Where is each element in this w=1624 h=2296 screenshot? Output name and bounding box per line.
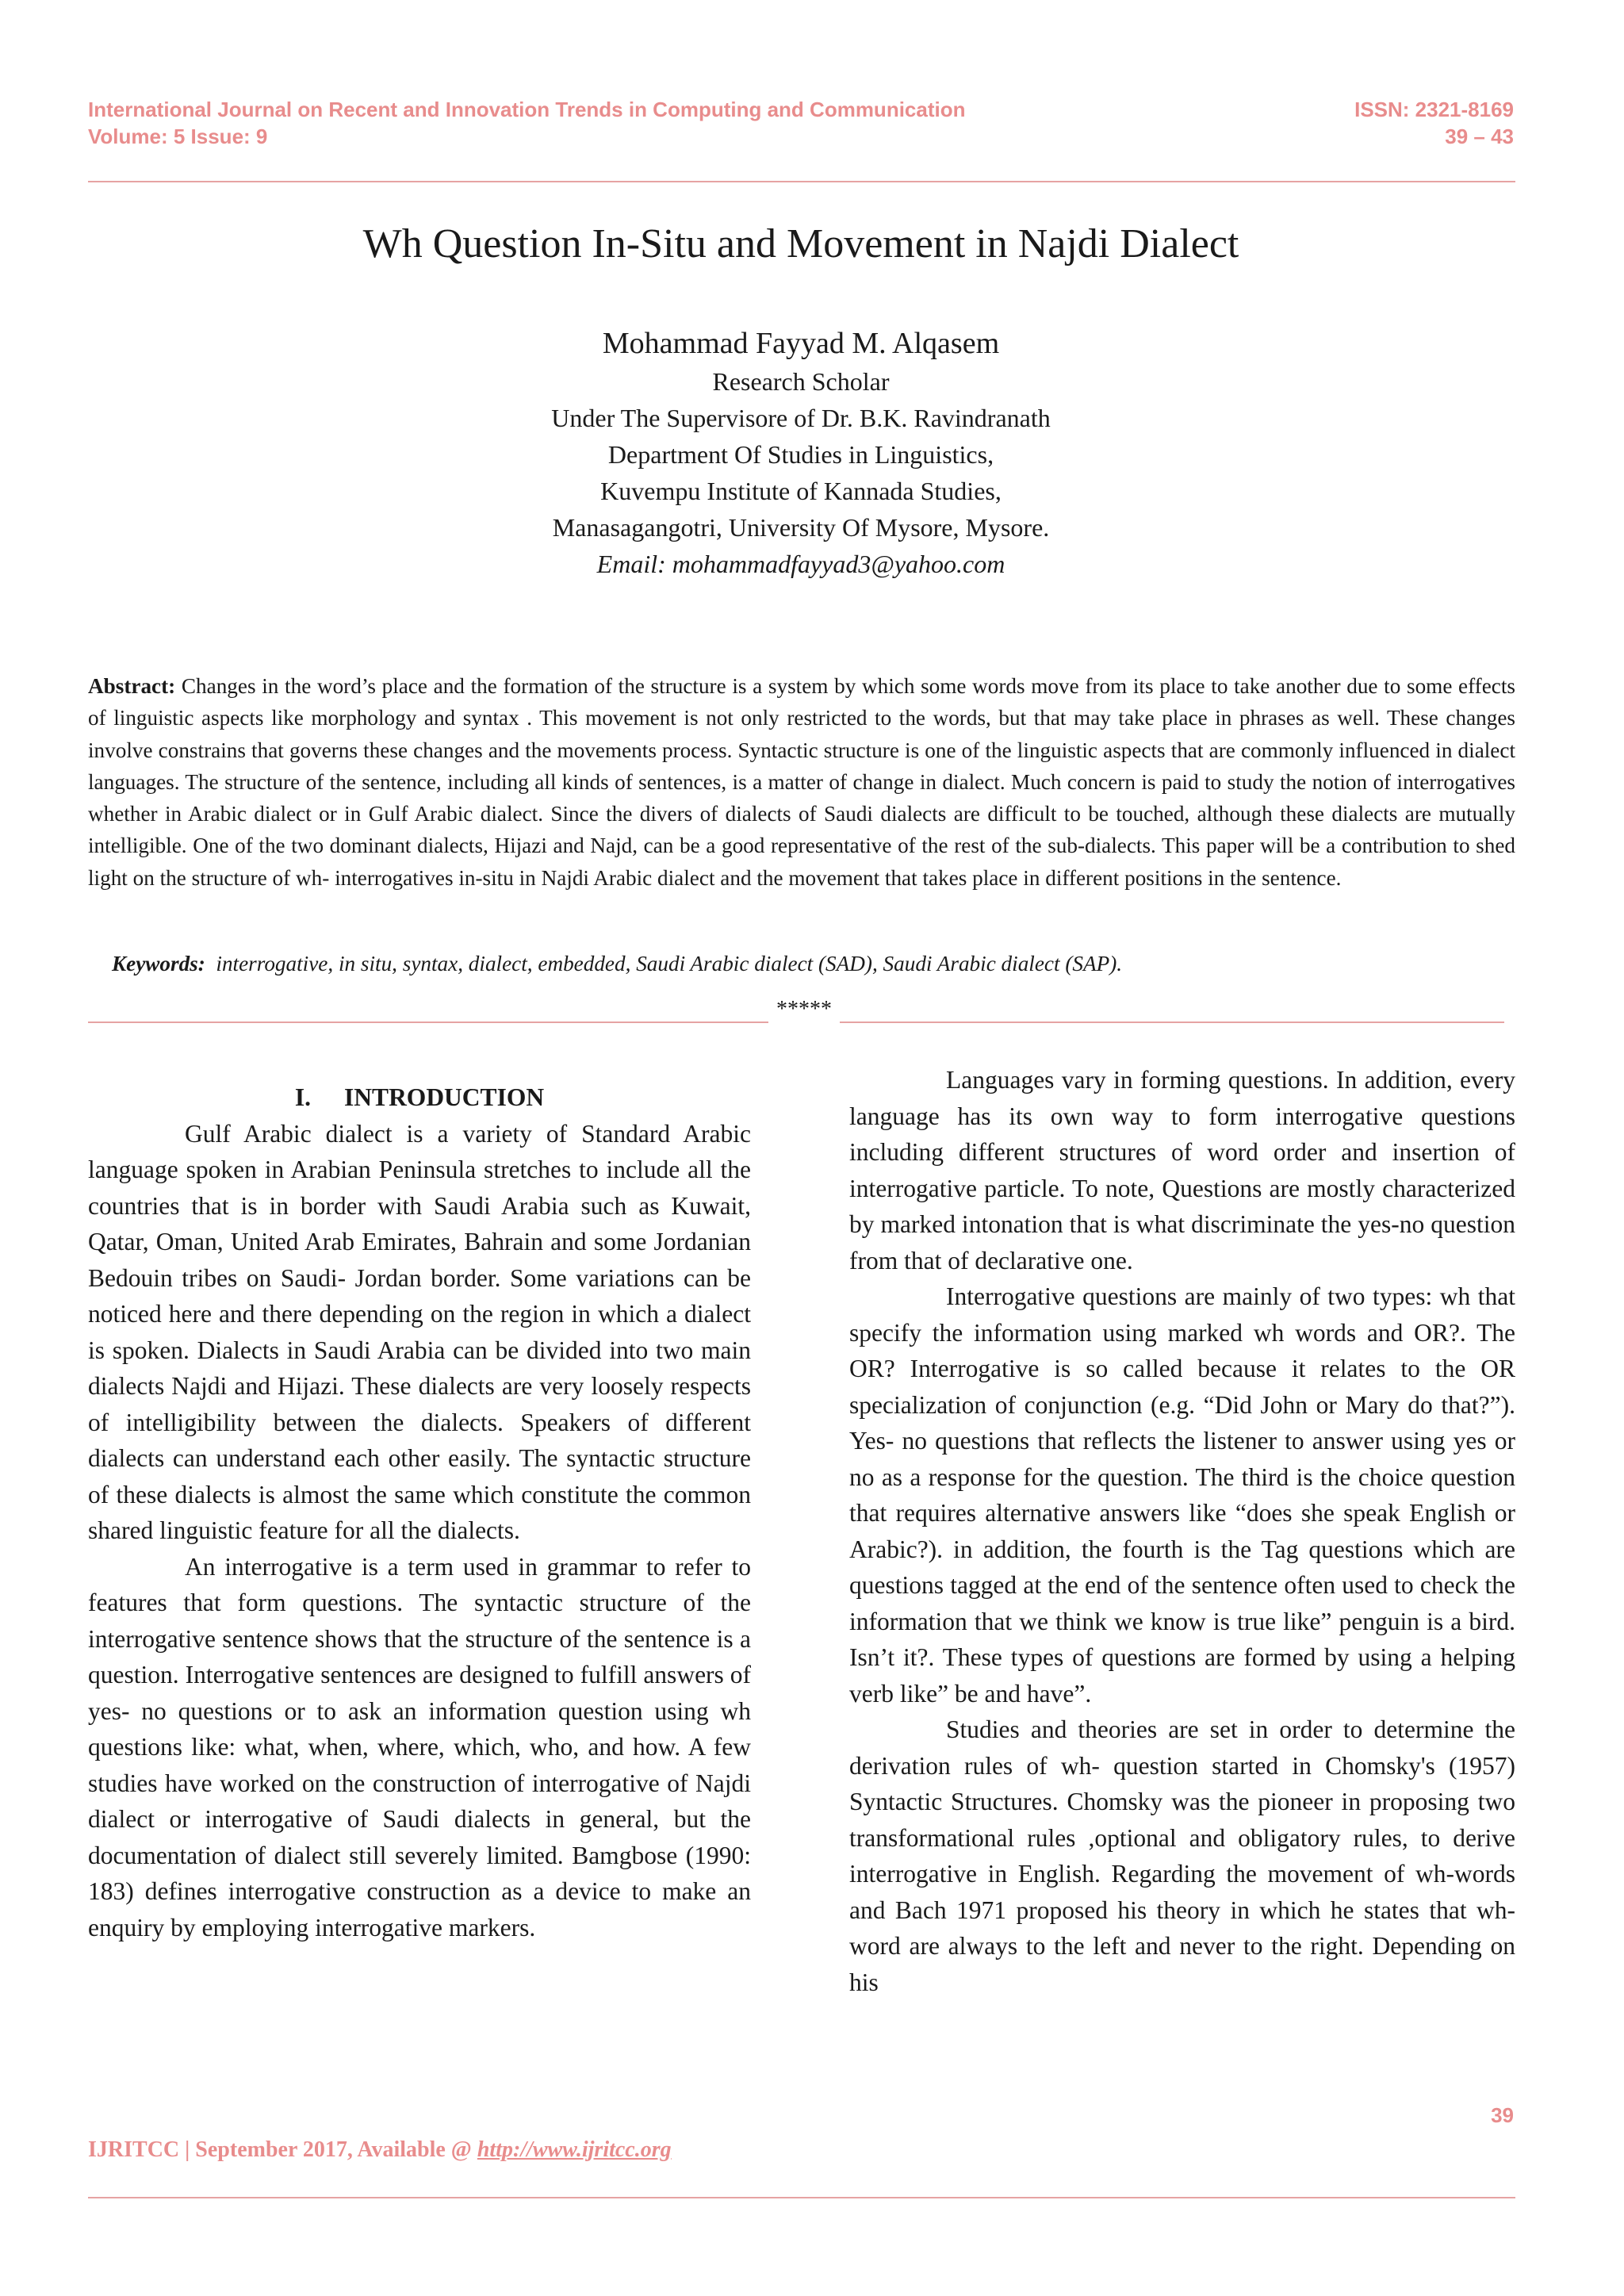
author-line: Kuvempu Institute of Kannada Studies, [600, 477, 1002, 505]
paragraph: Studies and theories are set in order to determine the derivation rules of wh- question started in Chomsky's (1957) Syntactic Structures. Chomsky was the pioneer in proposing two transformational rules ,optional and obligatory rules, to derive interrogative in English. Regarding the movement of wh-words and Bach 1971 proposed his theory in which he states that wh-word are always to the left and never to the right. Depending on his [849, 1715, 1515, 1996]
page-number: 39 [1491, 2103, 1514, 2127]
footer-text: IJRITCC | September 2017, Available @ [88, 2137, 477, 2162]
section-number: I. [294, 1083, 312, 1111]
journal-issn: ISSN: 2321-8169 [1354, 98, 1514, 121]
footer-rule [88, 2197, 1515, 2198]
author-email: Email: mohammadfayyad3@yahoo.com [596, 550, 1005, 578]
paper-title: Wh Question In-Situ and Movement in Najdi Dialect [362, 221, 1239, 266]
author-line: Research Scholar [712, 367, 890, 396]
right-column [849, 1062, 1515, 2000]
journal-meta [1354, 96, 1514, 150]
author-line: Under The Supervisore of Dr. B.K. Ravindranath [551, 404, 1051, 432]
separator-rule-left [88, 1022, 768, 1023]
journal-name: International Journal on Recent and Innovation Trends in Computing and Communication [88, 98, 966, 121]
author-name: Mohammad Fayyad M. Alqasem [602, 327, 1000, 360]
keywords [112, 949, 1515, 978]
keywords-text: interrogative, in situ, syntax, dialect, embedded, Saudi Arabic dialect (SAD), Saudi Arabic dialect (SAP). [216, 952, 1123, 976]
paragraph: Languages vary in forming questions. In addition, every language has its own way to form interrogative questions including different structures of word order and insertion of interrogative particle. To note, Questions are mostly characterized by marked intonation that is what discriminate the yes-no question from that of declarative one. [849, 1066, 1515, 1274]
paragraph: Interrogative questions are mainly of two types: wh that specify the information using marked wh words and OR?. The OR? Interrogative is so called because it relates to the OR specialization of conjunction (e.g. “Did John or Mary do that?”). Yes- no questions that reflects the listener to answer using yes or no as a response for the question. The third is the choice question that requires alternative answers like “does she speak English or Arabic?). in addition, the fourth is the Tag questions which are questions tagged at the end of the sentence often used to check the information that we think we know is true like” penguin is a bird. Isn’t it?. These types of questions are formed by using a helping verb like” be and have”. [849, 1282, 1515, 1708]
footer [88, 2136, 672, 2164]
keywords-label: Keywords: [112, 952, 205, 976]
abstract-label: Abstract: [88, 674, 176, 698]
author-line: Department Of Studies in Linguistics, [607, 440, 994, 469]
section-title: INTRODUCTION [344, 1083, 545, 1111]
author-line: Manasagangotri, University Of Mysore, Mysore. [552, 513, 1050, 542]
abstract-text: Changes in the word’s place and the formation of the structure is a system by which some words move from its place to take another due to some effects of linguistic aspects like morphology and syntax . This movement is not only restricted to the words, but that may take place in phrases as well. These changes involve constrains that governs these changes and the movements process. Syntactic structure is one of the linguistic aspects that are commonly influenced in dialect languages. The structure of the sentence, including all kinds of sentences, is a matter of change in dialect. Much concern is paid to study the notion of interrogatives whether in Arabic dialect or in Gulf Arabic dialect. Since the divers of dialects of Saudi dialects are difficult to be touched, although these dialects are mutually intelligible. One of the two dominant dialects, Hijazi and Najd, can be a good representative of the rest of the sub-dialects. This paper will be a contribution to shed light on the structure of wh- interrogatives in-situ in Najdi Arabic dialect and the movement that takes place in different positions in the sentence. [88, 674, 1516, 890]
footer-link[interactable]: http://www.ijritcc.org [477, 2137, 672, 2162]
left-column [88, 1079, 751, 1945]
abstract [88, 670, 1515, 894]
journal-pages: 39 – 43 [1445, 125, 1514, 148]
journal-volume: Volume: 5 Issue: 9 [88, 125, 268, 148]
paragraph: An interrogative is a term used in grammar to refer to features that form questions. The syntactic structure of the interrogative sentence shows that the structure of the sentence is a question. Interrogative sentences are designed to fulfill answers of yes- no questions or to ask an information question using wh questions like: what, when, where, which, who, and how. A few studies have worked on the construction of interrogative of Najdi dialect or interrogative of Saudi dialects in general, but the documentation of dialect still severely limited. Bamgbose (1990: 183) defines interrogative construction as a device to make an enquiry by employing interrogative markers. [88, 1552, 751, 1941]
journal-header [88, 96, 966, 150]
paragraph: Gulf Arabic dialect is a variety of Standard Arabic language spoken in Arabian Peninsula stretches to include all the countries that is in border with Saudi Arabia such as Kuwait, Qatar, Oman, United Arab Emirates, Bahrain and some Jordanian Bedouin tribes on Saudi- Jordan border. Some variations can be noticed here and there depending on the region in which a dialect is spoken. Dialects in Saudi Arabia can be divided into two main dialects Najdi and Hijazi. These dialects are very loosely respects of intelligibility between the dialects. Speakers of different dialects can understand each other easily. The syntactic structure of these dialects is almost the same which constitute the common shared linguistic feature for all the dialects. [88, 1119, 751, 1544]
header-rule [88, 181, 1515, 182]
separator-rule-right [840, 1022, 1504, 1023]
author-block [0, 324, 1602, 582]
separator-stars: ***** [776, 997, 832, 1022]
section-heading [88, 1079, 751, 1116]
